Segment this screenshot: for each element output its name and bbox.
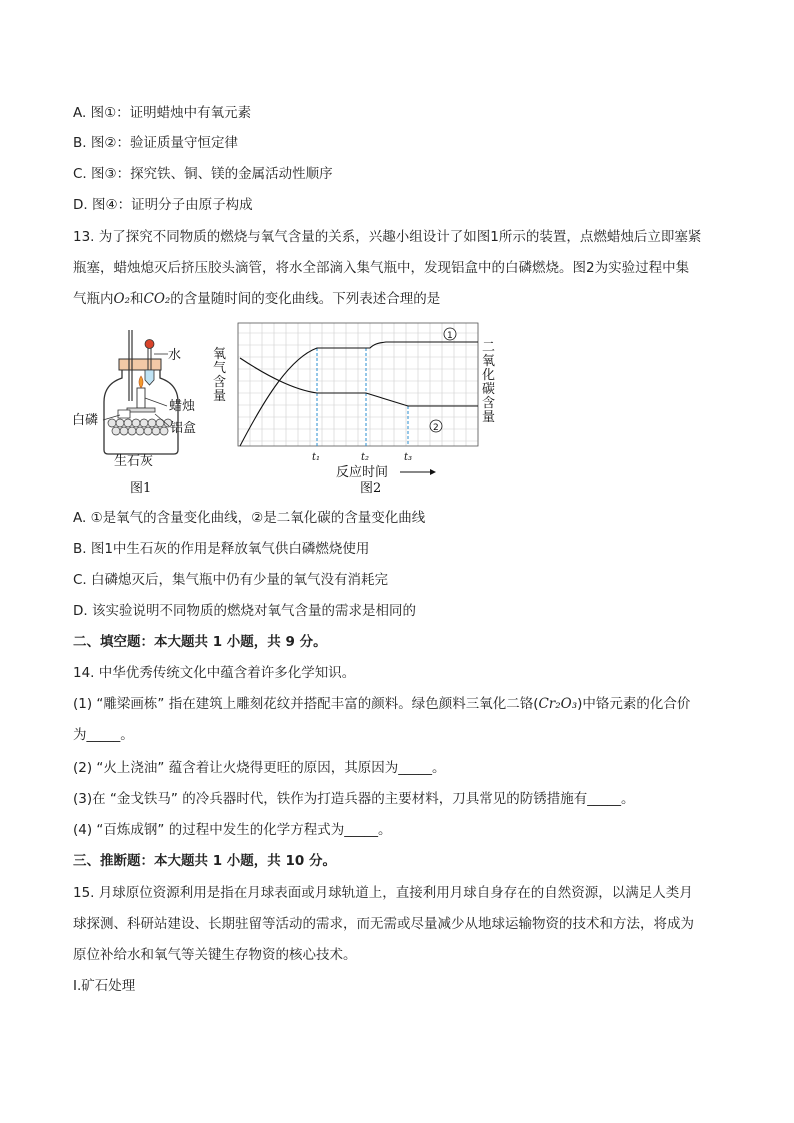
figure2-chart	[213, 323, 495, 496]
svg-text:量: 量	[213, 389, 227, 404]
label-lime: 生石灰	[114, 454, 154, 469]
stem-text: 和	[129, 291, 144, 307]
o2-formula: O₂	[113, 291, 130, 307]
svg-text:碳: 碳	[482, 382, 496, 397]
figure1-caption: 图1	[130, 481, 152, 496]
stopper	[119, 359, 161, 370]
q14-part2: (2) “火上浇油” 蕴含着让火烧得更旺的原因，其原因为_____。	[73, 760, 446, 776]
tick-t3: t₃	[404, 452, 413, 463]
q12-option-b: B. 图②：验证质量守恒定律	[73, 135, 238, 151]
time-markers	[317, 348, 408, 446]
candle	[137, 388, 145, 408]
tick-t1: t₁	[312, 452, 321, 463]
q13-stem-line2: 瓶塞，蜡烛熄灭后挤压胶头滴管，将水全部滴入集气瓶中，发现铝盒中的白磷燃烧。图2为实验过程中集	[73, 260, 690, 276]
q14-part3: (3)在 “金戈铁马” 的冷兵器时代，铁作为打造兵器的主要材料，刀具常见的防锈措施有_____。	[73, 791, 635, 807]
figure1-apparatus	[72, 330, 196, 496]
lime-beads	[108, 419, 172, 435]
dropper-bulb	[145, 340, 154, 349]
tick-t2: t₂	[361, 452, 370, 463]
q14-part1-text: )中铬元素的化合价	[577, 696, 691, 712]
q14-stem: 14. 中华优秀传统文化中蕴含着许多化学知识。	[73, 665, 356, 681]
al-box	[118, 410, 130, 418]
stem-text: 气瓶内	[73, 291, 114, 307]
q12-option-d: D. 图④：证明分子由原子构成	[73, 197, 253, 213]
label-phosphorus: 白磷	[72, 413, 99, 428]
svg-text:含: 含	[482, 396, 496, 411]
svg-text:含: 含	[213, 375, 227, 390]
q12-option-a: A. 图①：证明蜡烛中有氧元素	[73, 105, 252, 121]
section-2-heading: 二、填空题：本大题共 1 小题，共 9 分。	[73, 634, 327, 650]
q15-line3: 原位补给水和氧气等关键生存物资的核心技术。	[73, 947, 357, 963]
figure2-caption: 图2	[360, 481, 382, 496]
q13-option-d: D. 该实验说明不同物质的燃烧对氧气含量的需求是相同的	[73, 603, 416, 619]
q13-option-a: A. ①是氧气的含量变化曲线，②是二氧化碳的含量变化曲线	[73, 510, 426, 526]
q13-stem-line1: 13. 为了探究不同物质的燃烧与氧气含量的关系，兴趣小组设计了如图1所示的装置，点燃蜡烛后立即塞紧	[73, 229, 702, 245]
flame-icon	[139, 376, 143, 388]
q15-line1: 15. 月球原位资源利用是指在月球表面或月球轨道上，直接利用月球自身存在的自然资源，以满足人类月	[73, 885, 693, 901]
label-candle: 蜡烛	[169, 399, 196, 414]
figures-svg	[70, 318, 510, 503]
q12-option-c: C. 图③：探究铁、铜、镁的金属活动性顺序	[73, 166, 333, 182]
q13-figures	[70, 318, 510, 503]
leader-line	[145, 398, 167, 406]
svg-text:量: 量	[482, 410, 496, 425]
q14-part1	[73, 694, 690, 714]
q13-stem-line3	[73, 289, 440, 309]
label-al-box: 铝盒	[170, 421, 197, 436]
water-drop	[145, 370, 154, 385]
platform	[127, 408, 155, 412]
q13-option-c: C. 白磷熄灭后，集气瓶中仍有少量的氧气没有消耗完	[73, 572, 389, 588]
q13-option-b: B. 图1中生石灰的作用是释放氧气供白磷燃烧使用	[73, 541, 370, 557]
section-3-heading: 三、推断题：本大题共 1 小题，共 10 分。	[73, 853, 336, 869]
cr2o3-formula: Cr₂O₃	[538, 696, 578, 712]
co2-formula: CO₂	[143, 291, 171, 307]
label-water: 水	[168, 348, 182, 363]
q15-part1-heading: Ⅰ.矿石处理	[73, 978, 136, 994]
q14-part1-text: (1) “雕梁画栋” 指在建筑上雕刻花纹并搭配丰富的颜料。绿色颜料三氧化二铬(	[73, 696, 539, 712]
q15-line2: 球探测、科研站建设、长期驻留等活动的需求，而无需或尽量减少从地球运输物资的技术和方法，将成为	[73, 916, 694, 932]
ylabel-left	[213, 347, 226, 404]
stem-text: 的含量随时间的变化曲线。下列表述合理的是	[170, 291, 441, 307]
svg-text:二: 二	[482, 340, 496, 355]
svg-text:氧: 氧	[482, 354, 496, 369]
q14-part1-blank: 为_____。	[73, 727, 134, 743]
xlabel: 反应时间	[336, 465, 389, 480]
svg-text:气: 气	[213, 361, 227, 376]
curve2-digit: 2	[433, 423, 439, 433]
arrow-icon	[430, 469, 436, 475]
curve1-digit: 1	[447, 331, 453, 341]
ylabel-right	[482, 340, 495, 425]
svg-text:氧: 氧	[213, 347, 227, 362]
q14-part4: (4) “百炼成钢” 的过程中发生的化学方程式为_____。	[73, 822, 392, 838]
svg-text:化: 化	[482, 368, 496, 383]
